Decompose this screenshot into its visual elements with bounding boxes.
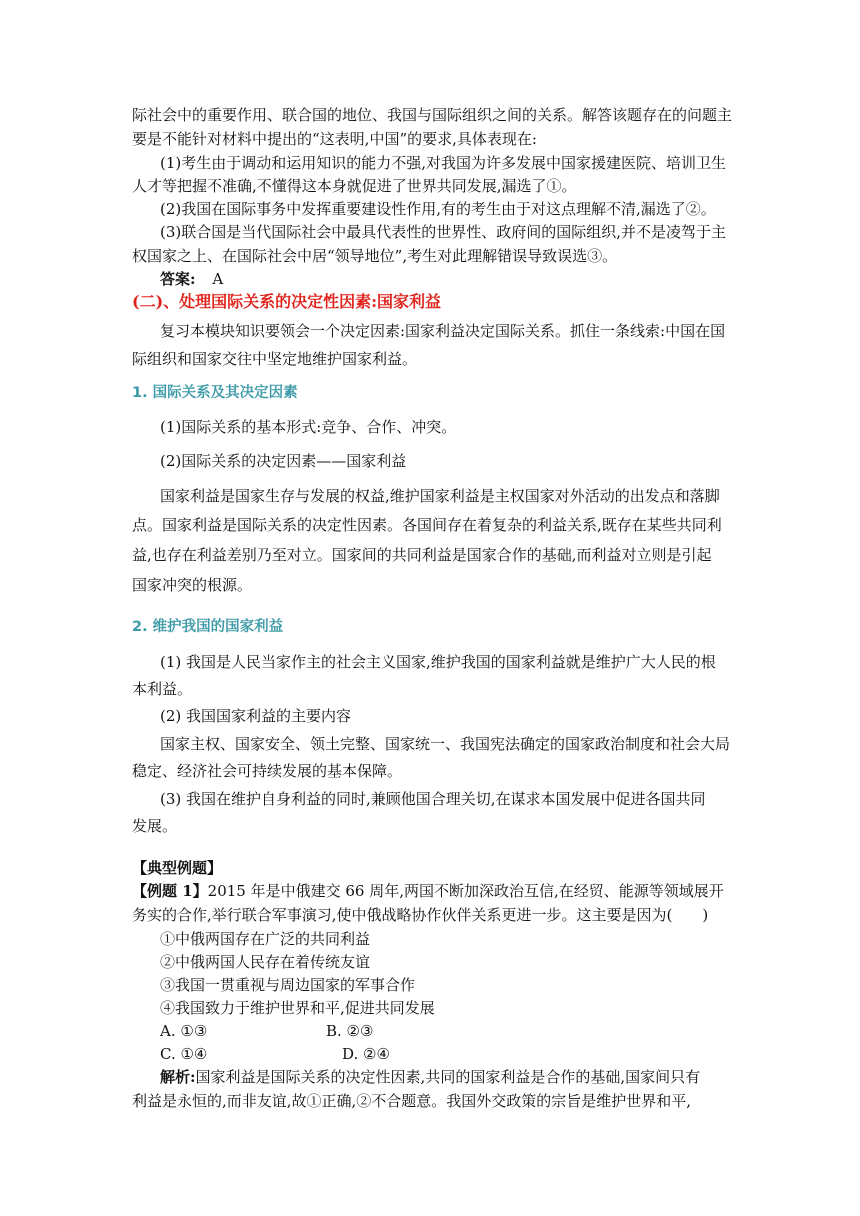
option-a: A. ①③ <box>160 1022 208 1040</box>
option-c: C. ①④ <box>160 1045 208 1063</box>
s1-paragraph: 国家利益是国家生存与发展的权益,维护国家利益是主权国家对外活动的出发点和落脚 <box>160 487 720 505</box>
example-1-label: 【例题 1】 <box>132 882 208 900</box>
section-intro: 复习本模块知识要领会一个决定因素:国家利益决定国际关系。抓住一条线索:中国在国 <box>160 322 726 340</box>
examples-heading: 【典型例题】 <box>132 859 223 877</box>
s1-paragraph-cont: 益,也存在利益差别乃至对立。国家间的共同利益是国家合作的基础,而利益对立则是引起 <box>132 546 712 564</box>
analysis-point-3: (3)联合国是当代国际社会中最具代表性的世界性、政府间的国际组织,并不是凌驾于主 <box>160 223 727 241</box>
s2-item-2-detail-cont: 稳定、经济社会可持续发展的基本保障。 <box>132 762 403 780</box>
s2-item-2: (2) 我国国家利益的主要内容 <box>160 707 352 725</box>
s1-paragraph-cont: 国家冲突的根源。 <box>132 576 253 594</box>
analysis-line: 际社会中的重要作用、联合国的地位、我国与国际组织之间的关系。解答该题存在的问题主 <box>132 106 733 124</box>
example-1-text-cont: 务实的合作,举行联合军事演习,使中俄战略协作伙伴关系更进一步。这主要是因为( ) <box>132 906 709 924</box>
choice-2: ②中俄两国人民存在着传统友谊 <box>160 953 371 971</box>
analysis-point-1-cont: 人才等把握不准确,不懂得这本身就促进了世界共同发展,漏选了①。 <box>132 177 577 195</box>
subheading-2: 2. 维护我国的国家利益 <box>132 619 284 635</box>
option-d: D. ②④ <box>342 1045 390 1063</box>
section-heading: (二)、处理国际关系的决定性因素:国家利益 <box>132 292 442 311</box>
analysis-point-1: (1)考生由于调动和运用知识的能力不强,对我国为许多发展中国家援建医院、培训卫生 <box>160 154 727 172</box>
analysis-point-2: (2)我国在国际事务中发挥重要建设性作用,有的考生由于对这点理解不清,漏选了②。 <box>160 200 716 218</box>
jiexi-text: 国家利益是国际关系的决定性因素,共同的国家利益是合作的基础,国家间只有 <box>195 1068 701 1086</box>
s2-item-2-detail: 国家主权、国家安全、领土完整、国家统一、我国宪法确定的国家政治制度和社会大局 <box>160 735 731 753</box>
subheading-1: 1. 国际关系及其决定因素 <box>132 385 298 401</box>
choice-4: ④我国致力于维护世界和平,促进共同发展 <box>160 999 435 1017</box>
example-1-line <box>132 881 724 901</box>
choice-3: ③我国一贯重视与周边国家的军事合作 <box>160 976 416 994</box>
jiexi-line <box>160 1067 700 1087</box>
option-b: B. ②③ <box>326 1022 374 1040</box>
answer-line <box>160 269 223 289</box>
choice-1: ①中俄两国存在广泛的共同利益 <box>160 930 371 948</box>
analysis-point-3-cont: 权国家之上、在国际社会中居“领导地位”,考生对此理解错误导致误选③。 <box>132 247 618 265</box>
jiexi-label: 解析: <box>160 1068 196 1086</box>
example-1-text: 2015 年是中俄建交 66 周年,两国不断加深政治互信,在经贸、能源等领域展开 <box>207 882 724 900</box>
s2-item-3-cont: 发展。 <box>132 817 178 835</box>
s2-item-1: (1) 我国是人民当家作主的社会主义国家,维护我国的国家利益就是维护广大人民的根 <box>160 653 716 671</box>
s2-item-1-cont: 本利益。 <box>132 680 193 698</box>
answer-label: 答案: <box>160 270 196 288</box>
s2-item-3: (3) 我国在维护自身利益的同时,兼顾他国合理关切,在谋求本国发展中促进各国共同 <box>160 790 706 808</box>
s1-item-1: (1)国际关系的基本形式:竞争、合作、冲突。 <box>160 418 457 436</box>
section-intro-cont: 际组织和国家交往中坚定地维护国家利益。 <box>132 350 418 368</box>
answer-value: A <box>212 270 224 288</box>
s1-paragraph-cont: 点。国家利益是国际关系的决定性因素。各国间存在着复杂的利益关系,既存在某些共同利 <box>132 516 722 534</box>
jiexi-text-cont: 利益是永恒的,而非友谊,故①正确,②不合题意。我国外交政策的宗旨是维护世界和平, <box>132 1092 692 1110</box>
s1-item-2: (2)国际关系的决定因素——国家利益 <box>160 452 407 470</box>
analysis-line: 要是不能针对材料中提出的“这表明,中国”的要求,具体表现在: <box>132 130 537 148</box>
